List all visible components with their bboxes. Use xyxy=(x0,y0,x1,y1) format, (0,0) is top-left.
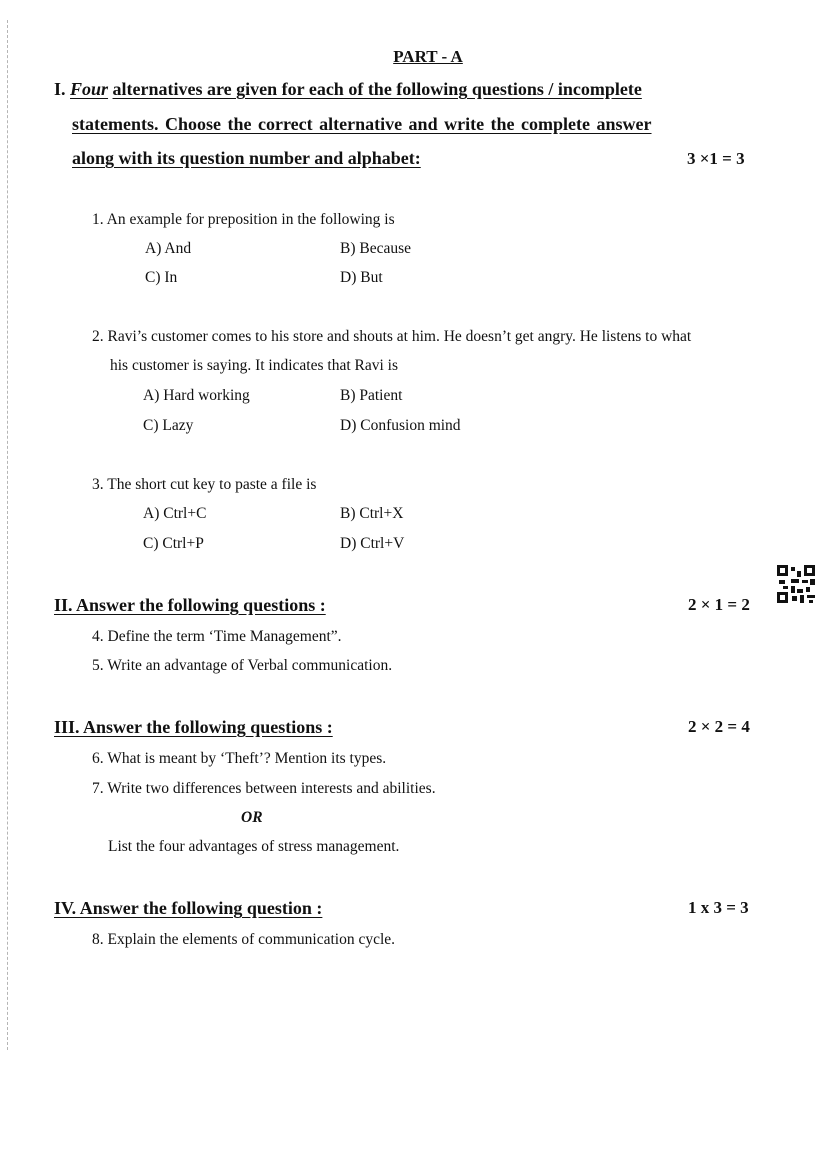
question-6: 6. What is meant by ‘Theft’? Mention its types. xyxy=(92,750,387,767)
section-1-heading-line-2: statements. Choose the correct alternative and write the complete answer xyxy=(72,114,652,134)
q1-option-c: C) In xyxy=(145,269,178,286)
q3-option-b: B) Ctrl+X xyxy=(340,505,404,522)
section-1-heading-line-1 xyxy=(54,79,642,100)
section-2-marks: 2 × 1 = 2 xyxy=(688,595,750,614)
section-3-marks: 2 × 2 = 4 xyxy=(688,717,750,736)
section-3-heading: III. Answer the following questions : xyxy=(54,717,333,737)
q2-option-d: D) Confusion mind xyxy=(340,417,461,434)
question-2-line-1: 2. Ravi’s customer comes to his store and shouts at him. He doesn’t get angry. He listens to what xyxy=(92,328,692,345)
question-3: 3. The short cut key to paste a file is xyxy=(92,476,317,493)
section-1-marks: 3 ×1 = 3 xyxy=(687,149,745,168)
question-8: 8. Explain the elements of communication cycle. xyxy=(92,931,396,948)
section-4-marks: 1 x 3 = 3 xyxy=(688,898,749,917)
question-2-line-2: his customer is saying. It indicates that Ravi is xyxy=(110,357,398,374)
question-1: 1. An example for preposition in the following is xyxy=(92,211,395,228)
question-7-alternative: List the four advantages of stress management. xyxy=(108,838,400,855)
section-1-emphasis: Four xyxy=(70,79,109,99)
q1-option-d: D) But xyxy=(340,269,383,286)
section-1-numeral: I. xyxy=(54,79,66,99)
section-1-heading-text-1: alternatives are given for each of the following questions / incomplete xyxy=(112,79,642,99)
page-edge-dashes xyxy=(7,20,8,1050)
q1-option-a: A) And xyxy=(145,240,192,257)
question-5: 5. Write an advantage of Verbal communication. xyxy=(92,657,393,674)
q2-option-a: A) Hard working xyxy=(143,387,250,404)
qr-code xyxy=(777,565,815,603)
q3-option-c: C) Ctrl+P xyxy=(143,535,204,552)
section-1-heading-line-3: along with its question number and alphabet: xyxy=(72,148,421,168)
part-title: PART - A xyxy=(393,47,463,66)
q1-option-b: B) Because xyxy=(340,240,412,257)
question-7: 7. Write two differences between interests and abilities. xyxy=(92,780,436,797)
section-4-heading: IV. Answer the following question : xyxy=(54,898,323,918)
or-label: OR xyxy=(241,809,263,826)
question-4: 4. Define the term ‘Time Management”. xyxy=(92,628,342,645)
q3-option-a: A) Ctrl+C xyxy=(143,505,207,522)
q2-option-c: C) Lazy xyxy=(143,417,194,434)
q2-option-b: B) Patient xyxy=(340,387,403,404)
q3-option-d: D) Ctrl+V xyxy=(340,535,405,552)
section-2-heading: II. Answer the following questions : xyxy=(54,595,326,615)
